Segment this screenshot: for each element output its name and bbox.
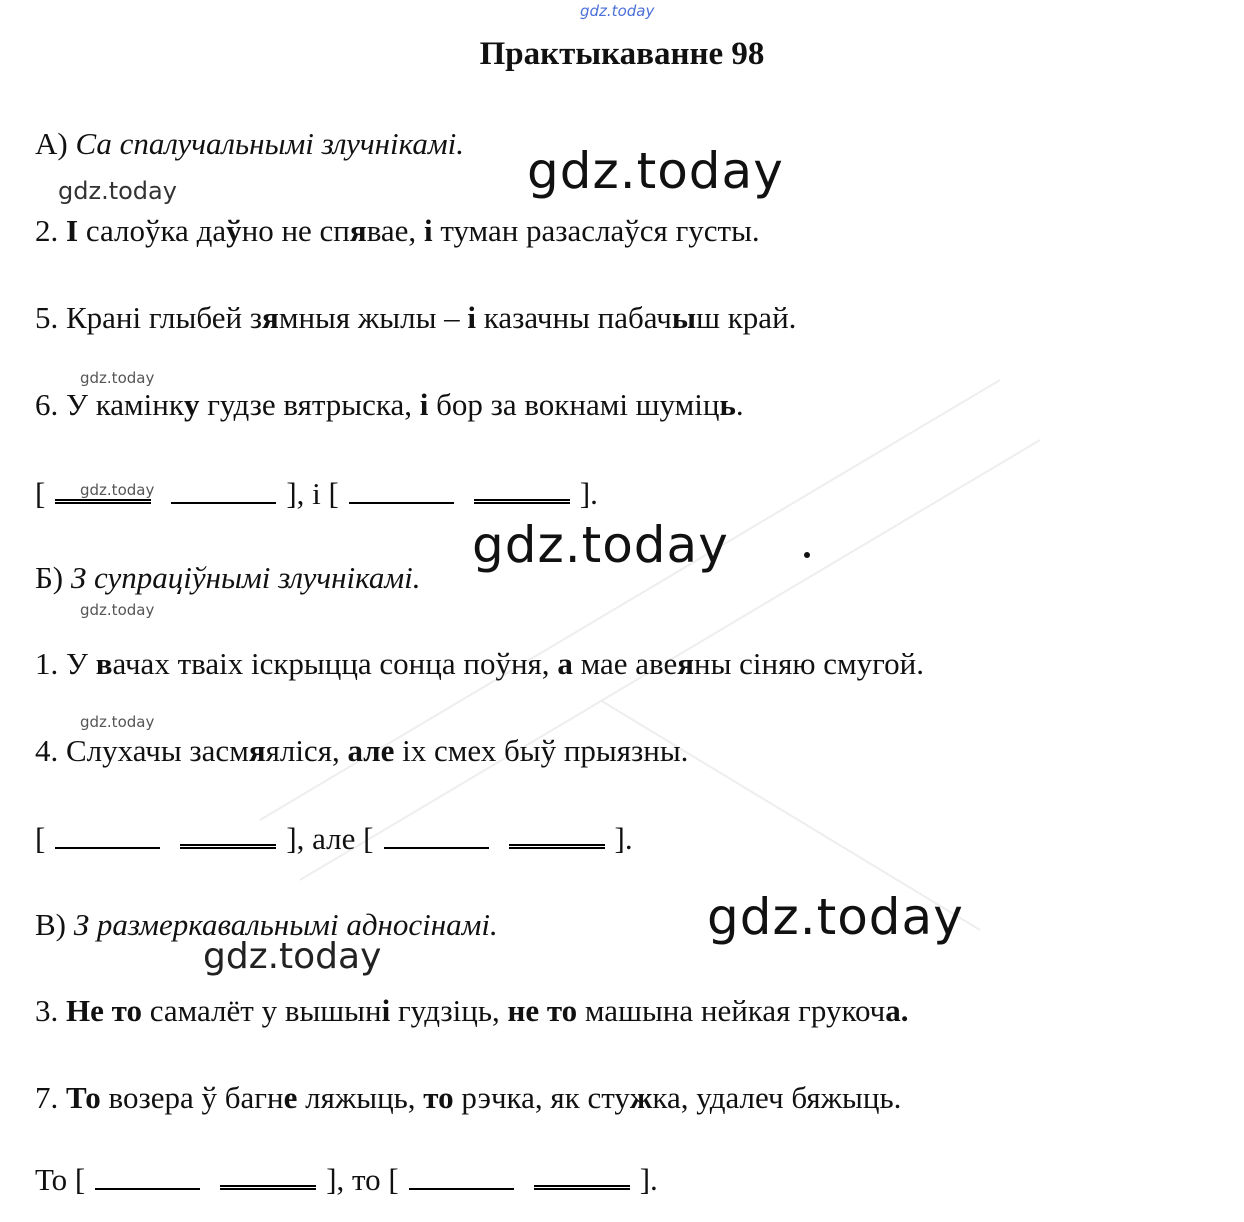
scheme-c-close: ]. [639,1162,658,1197]
predicate-line [534,1167,630,1190]
text-segment: 6. У камінк [35,387,184,422]
text-segment: ляжыць, [297,1080,424,1115]
text-segment: ка, удалеч бяжыць. [652,1080,902,1115]
scheme-c-lead: То [35,1162,68,1197]
scheme-a-close: ]. [579,476,598,511]
text-segment: мае аве [572,646,678,681]
text-segment: салоўка да [78,213,227,248]
sentence-c-2 [35,1078,901,1118]
text-segment: бор за вокнамі шуміц [428,387,720,422]
sentence-b-1 [35,644,924,684]
highlighted-segment: ь [719,387,736,422]
text-segment: казачны пабач [476,300,672,335]
highlighted-segment: в [95,646,113,681]
highlighted-segment: і [381,993,391,1028]
section-c-title: З размеркавальнымі адносінамі. [73,907,498,942]
highlighted-segment: але [347,733,395,768]
text-segment: самалёт у вышын [141,993,382,1028]
highlighted-segment: і [467,300,477,335]
sentence-a-3 [35,385,744,425]
text-segment: іх смех быў прыязны. [394,733,689,768]
scheme-a-open: [ [35,476,46,511]
scheme-a-mid: ], і [ [286,476,339,511]
subject-line [95,1168,200,1190]
subject-line [349,482,454,504]
text-segment: рэчка, як сту [453,1080,630,1115]
highlighted-segment: я [677,646,694,681]
watermark-large: gdz.today [472,516,729,574]
scheme-c-open: [ [74,1162,86,1197]
scheme-b [35,819,633,859]
highlighted-segment: е [283,1080,298,1115]
text-segment: мныя жылы – [278,300,468,335]
watermark-tiny: gdz.today [80,601,155,619]
highlighted-segment: ы [671,300,697,335]
text-segment: ачах тваіх іскрыцца сонца поўня, [112,646,558,681]
section-b-label: Б) [35,560,64,595]
ink-dot [804,552,810,558]
sentence-c-1 [35,991,909,1031]
text-segment: возера ў багн [100,1080,284,1115]
highlighted-segment: ж [629,1080,653,1115]
text-segment: машына нейкая грукоч [577,993,886,1028]
highlighted-segment: і [419,387,429,422]
predicate-line [474,481,570,504]
highlighted-segment: Не то [66,993,142,1028]
sentence-a-1 [35,211,760,251]
section-b-heading [35,558,421,598]
text-segment: ш край. [696,300,797,335]
section-b-title: З супрацiўнымi злучнікамі. [70,560,421,595]
scheme-c-mid: ], то [ [326,1162,399,1197]
text-segment: 2. [35,213,66,248]
watermark-tiny: gdz.today [80,369,155,387]
highlighted-segment: у [183,387,200,422]
watermark-tiny: gdz.today [80,481,155,499]
scheme-b-mid: ], але [ [286,821,374,856]
predicate-line [509,826,605,849]
highlighted-segment: а [557,646,573,681]
watermark-large: gdz.today [527,142,784,200]
subject-line [55,827,160,849]
highlighted-segment: я [248,733,266,768]
text-segment: 1. У [35,646,96,681]
text-segment: 7. [35,1080,66,1115]
subject-line [409,1168,514,1190]
watermark-top: gdz.today [580,2,655,20]
text-segment: 5. Крані глыбей з [35,300,263,335]
sentence-a-2 [35,298,796,338]
highlighted-segment: І [66,213,79,248]
watermark-large: gdz.today [707,888,964,946]
section-a-label: А) [35,126,68,161]
highlighted-segment: я [349,213,367,248]
subject-line [384,827,489,849]
section-a-title: Са спалучальнымі злучнікамі. [75,126,465,161]
highlighted-segment: То [66,1080,101,1115]
text-segment: 4. Слухачы засм [35,733,249,768]
text-segment: туман разаслаўся густы. [432,213,760,248]
predicate-line [220,1167,316,1190]
predicate-line [180,826,276,849]
highlighted-segment: ў [226,213,242,248]
scheme-c [35,1160,658,1200]
text-segment: яліся, [265,733,348,768]
text-segment: гудзіць, [390,993,508,1028]
text-segment: вае, [366,213,424,248]
highlighted-segment: а. [885,993,909,1028]
scheme-b-close: ]. [614,821,633,856]
text-segment: но не сп [241,213,350,248]
section-a-heading [35,124,464,164]
text-segment: гудзе вятрыска, [199,387,420,422]
page-title: Практыкаванне 98 [479,36,765,72]
text-segment: . [735,387,744,422]
watermark-medium: gdz.today [203,936,382,977]
highlighted-segment: то [423,1080,454,1115]
watermark-tiny: gdz.today [80,713,155,731]
highlighted-segment: я [262,300,279,335]
subject-line [171,482,276,504]
text-segment: ны сіняю смугой. [694,646,924,681]
section-c-label: В) [35,907,66,942]
text-segment: 3. [35,993,66,1028]
sentence-b-2 [35,731,688,771]
scheme-b-open: [ [35,821,46,856]
highlighted-segment: не то [507,993,578,1028]
watermark-small: gdz.today [58,177,177,205]
highlighted-segment: і [423,213,433,248]
